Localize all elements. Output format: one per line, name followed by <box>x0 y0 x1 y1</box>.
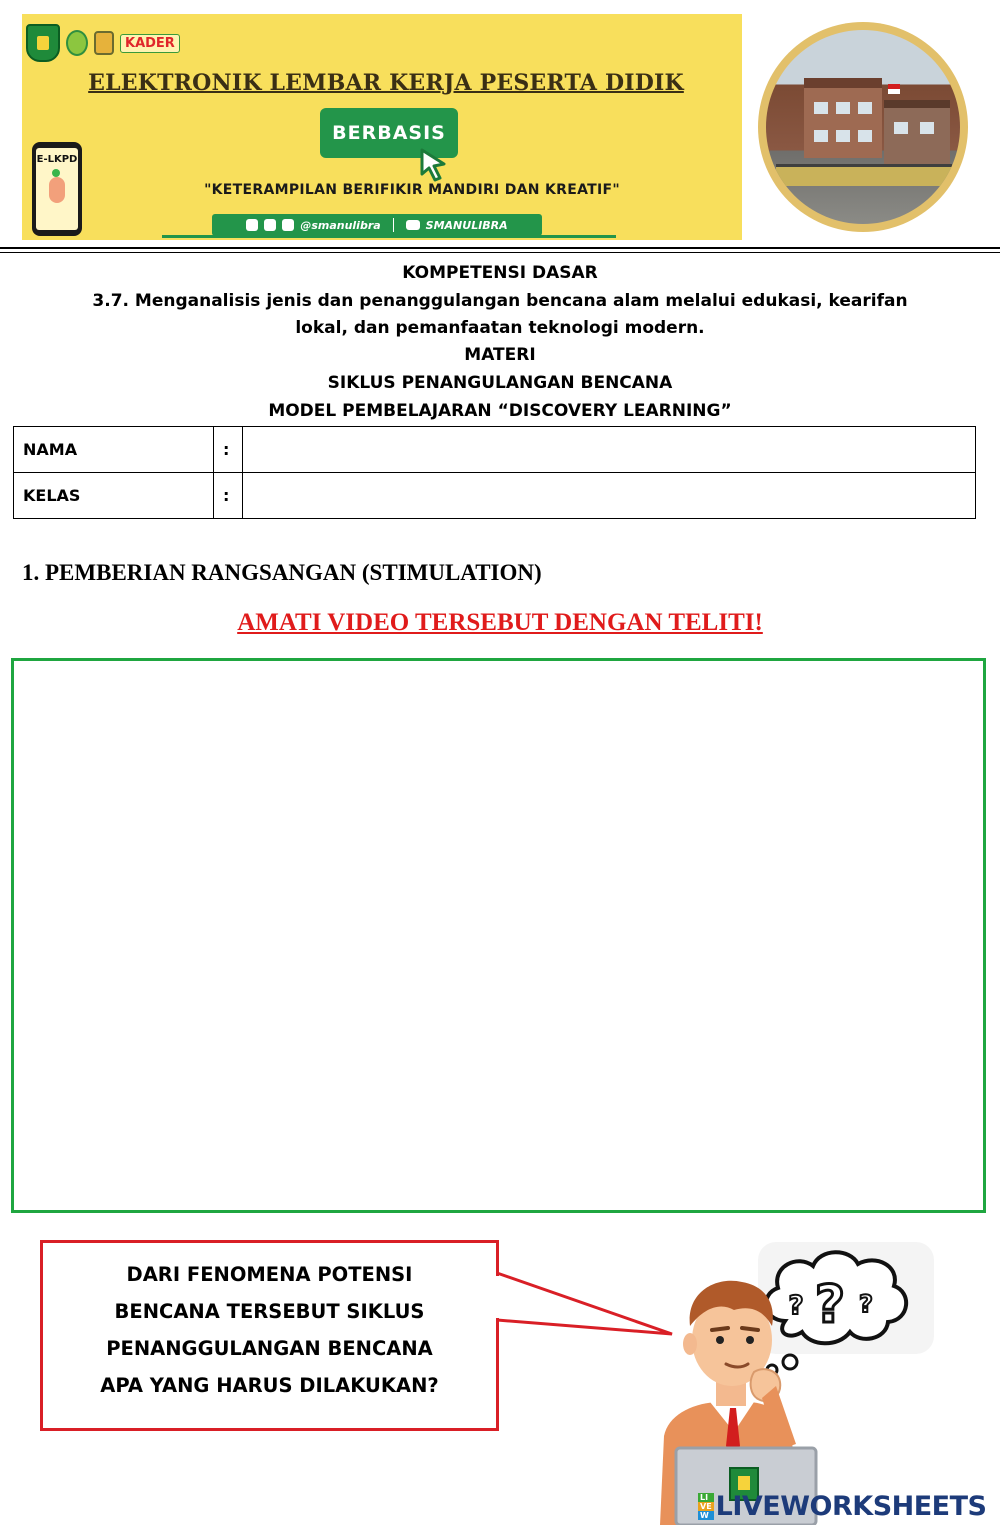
facebook-icon <box>264 219 276 231</box>
svg-text:?: ? <box>859 1290 873 1318</box>
banner-logos <box>26 24 180 62</box>
social-handle: @smanulibra <box>300 218 381 232</box>
school-emblem-logo <box>26 24 60 62</box>
svg-text:?: ? <box>788 1291 804 1321</box>
kader-logo: KADER <box>120 34 180 53</box>
video-frame[interactable] <box>11 658 986 1213</box>
banner-title: ELEKTRONIK LEMBAR KERJA PESERTA DIDIK <box>88 70 684 96</box>
question-line: PENANGGULANGAN BENCANA <box>106 1336 433 1360</box>
thought-cloud-icon <box>758 1242 934 1375</box>
learning-model: MODEL PEMBELAJARAN “DISCOVERY LEARNING” <box>268 401 732 421</box>
berbasis-badge: BERBASIS <box>320 108 458 158</box>
colon: : <box>214 473 243 519</box>
live-badge-icon: LI VE W <box>700 1492 712 1520</box>
banner-tagline: "KETERAMPILAN BERIFIKIR MANDIRI DAN KREATIF" <box>204 182 620 198</box>
table-row <box>14 473 976 519</box>
class-field[interactable] <box>243 473 976 519</box>
materi-title: MATERI <box>464 345 536 365</box>
school-building <box>804 78 882 158</box>
tiktok-icon <box>282 219 294 231</box>
name-field[interactable] <box>243 427 976 473</box>
partner-logo-2 <box>94 31 114 55</box>
colon: : <box>214 427 243 473</box>
question-line: APA YANG HARUS DILAKUKAN? <box>100 1373 439 1397</box>
school-building-wing <box>884 100 950 166</box>
kd-text-line2: lokal, dan pemanfaatan teknologi modern. <box>295 318 705 338</box>
class-label: KELAS <box>14 473 214 519</box>
question-bubble <box>40 1240 499 1431</box>
svg-text:?: ? <box>814 1275 846 1335</box>
question-line: BENCANA TERSEBUT SIKLUS <box>114 1299 425 1323</box>
phone-label: E-LKPD <box>36 154 78 165</box>
kd-text-line1: 3.7. Menganalisis jenis dan penanggulangan bencana alam melalui edukasi, kearifan <box>92 291 908 311</box>
divider-thin <box>0 252 1000 253</box>
youtube-handle: SMANULIBRA <box>425 218 508 232</box>
social-bar <box>212 214 542 236</box>
social-separator <box>393 218 394 232</box>
materi-topic: SIKLUS PENANGULANGAN BENCANA <box>327 373 673 393</box>
header-banner <box>22 14 742 240</box>
section-heading: 1. PEMBERIAN RANGSANGAN (STIMULATION) <box>22 560 542 585</box>
flag-icon <box>888 84 900 94</box>
school-fence <box>776 164 952 186</box>
partner-logo <box>66 30 88 56</box>
identity-table <box>13 426 976 519</box>
youtube-icon <box>406 220 420 230</box>
kd-title: KOMPETENSI DASAR <box>402 263 598 283</box>
name-label: NAMA <box>14 427 214 473</box>
divider-thick <box>0 247 1000 249</box>
school-photo <box>758 22 968 232</box>
instagram-icon <box>246 219 258 231</box>
question-line: DARI FENOMENA POTENSI <box>126 1262 413 1286</box>
cursor-icon <box>416 146 452 182</box>
liveworksheets-watermark <box>698 1488 987 1524</box>
thinking-student-illustration <box>650 1236 940 1525</box>
watermark-text: LIVEWORKSHEETS <box>715 1490 987 1522</box>
hand-icon <box>49 177 65 203</box>
table-row <box>14 427 976 473</box>
instruction-text: AMATI VIDEO TERSEBUT DENGAN TELITI! <box>237 609 763 636</box>
phone-illustration <box>32 142 82 236</box>
